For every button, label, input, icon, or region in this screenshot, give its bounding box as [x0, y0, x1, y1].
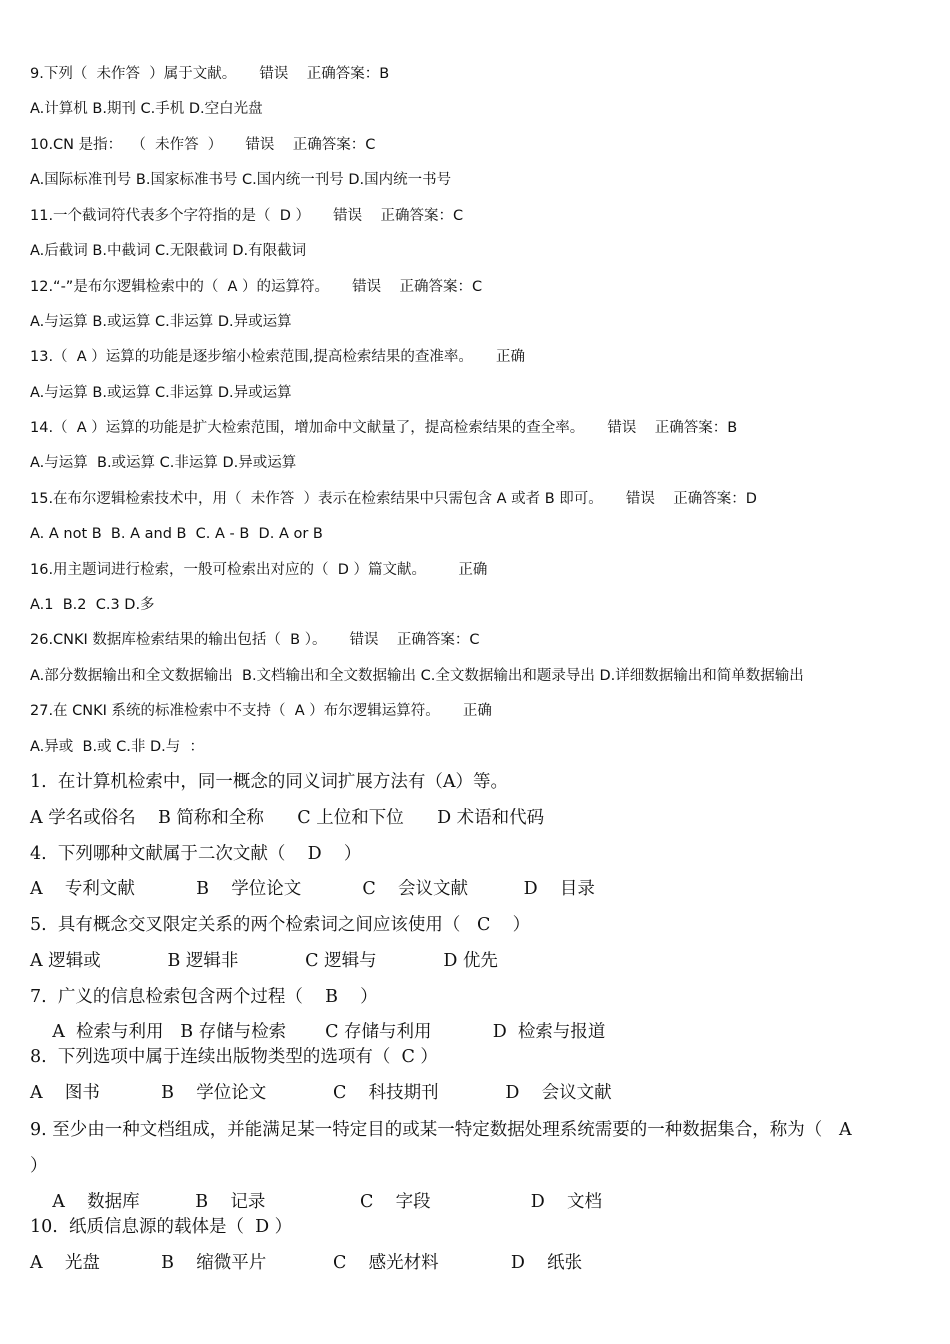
options-line: A.后截词 B.中截词 C.无限截词 D.有限截词	[30, 243, 307, 259]
question-10b-line: 10. 纸质信息源的载体是（ D ）	[30, 1217, 293, 1237]
question-4-line: 4. 下列哪种文献属于二次文献（ D ）	[30, 844, 362, 864]
options-line: A.部分数据输出和全文数据输出 B.文档输出和全文数据输出 C.全文数据输出和题录导出 D.详细数据输出和简单数据输出	[30, 668, 804, 684]
options-line: A 图书 B 学位论文 C 科技期刊 D 会议文献	[30, 1083, 612, 1103]
options-line: A.异或 B.或 C.非 D.与 ：	[30, 739, 204, 755]
question-10-line: 10.CN 是指： （ 未作答 ） 错误 正确答案：C	[30, 137, 376, 153]
question-12-line: 12.“-”是布尔逻辑检索中的（ A ）的运算符。 错误 正确答案：C	[30, 279, 483, 295]
question-1-line: 1. 在计算机检索中，同一概念的同义词扩展方法有（A）等。	[30, 772, 508, 792]
options-line: A.与运算 B.或运算 C.非运算 D.异或运算	[30, 455, 297, 471]
question-9-line: 9.下列（ 未作答 ）属于文献。 错误 正确答案：B	[30, 66, 390, 82]
options-line: A 专利文献 B 学位论文 C 会议文献 D 目录	[30, 879, 595, 899]
question-9b-continuation: ）	[30, 1156, 48, 1176]
options-line: A 逻辑或 B 逻辑非 C 逻辑与 D 优先	[30, 951, 498, 971]
options-line: A 学名或俗名 B 简称和全称 C 上位和下位 D 术语和代码	[30, 808, 545, 828]
options-line: A.计算机 B.期刊 C.手机 D.空白光盘	[30, 101, 263, 117]
options-line: A 光盘 B 缩微平片 C 感光材料 D 纸张	[30, 1253, 583, 1273]
options-line: A.与运算 B.或运算 C.非运算 D.异或运算	[30, 314, 292, 330]
options-line: A.国际标准刊号 B.国家标准书号 C.国内统一刊号 D.国内统一书号	[30, 172, 452, 188]
question-11-line: 11.一个截词符代表多个字符指的是（ D ） 错误 正确答案：C	[30, 208, 464, 224]
question-14-line: 14.（ A ）运算的功能是扩大检索范围，增加命中文献量了，提高检索结果的查全率。 错误 正确答案：B	[30, 420, 738, 436]
options-line: A.1 B.2 C.3 D.多	[30, 597, 155, 613]
options-line: A.与运算 B.或运算 C.非运算 D.异或运算	[30, 385, 292, 401]
question-27-line: 27.在 CNKI 系统的标准检索中不支持（ A ）布尔逻辑运算符。 正确	[30, 703, 492, 719]
options-line: A 数据库 B 记录 C 字段 D 文档	[30, 1192, 602, 1212]
options-line: A. A not B B. A and B C. A - B D. A or B	[30, 526, 323, 542]
options-line: A 检索与利用 B 存储与检索 C 存储与利用 D 检索与报道	[30, 1022, 606, 1042]
question-5-line: 5. 具有概念交叉限定关系的两个检索词之间应该使用（ C ）	[30, 915, 531, 935]
question-13-line: 13.（ A ）运算的功能是逐步缩小检索范围,提高检索结果的查准率。 正确	[30, 349, 525, 365]
question-9b-line: 9. 至少由一种文档组成，并能满足某一特定目的或某一特定数据处理系统需要的一种数据集合，称为（ A	[30, 1120, 852, 1140]
question-26-line: 26.CNKI 数据库检索结果的输出包括（ B ）。 错误 正确答案：C	[30, 632, 480, 648]
question-7-line: 7. 广义的信息检索包含两个过程（ B ）	[30, 987, 378, 1007]
question-8-line: 8. 下列选项中属于连续出版物类型的选项有（ C ）	[30, 1047, 438, 1067]
question-16-line: 16.用主题词进行检索，一般可检索出对应的（ D ）篇文献。 正确	[30, 562, 488, 578]
question-15-line: 15.在布尔逻辑检索技术中，用（ 未作答 ）表示在检索结果中只需包含 A 或者 B 即可。 错误 正确答案：D	[30, 491, 757, 507]
